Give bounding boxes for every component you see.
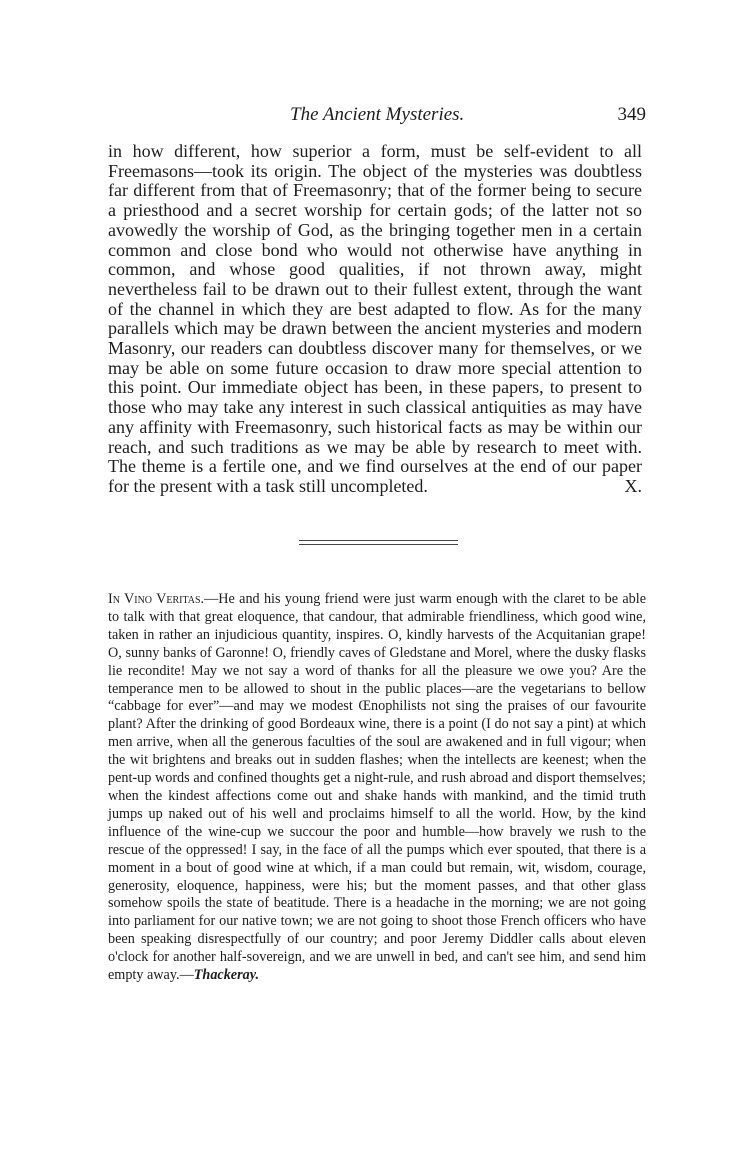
main-paragraph <box>108 142 642 497</box>
running-title: The Ancient Mysteries. <box>290 104 465 125</box>
extract-paragraph <box>108 591 646 985</box>
page-header <box>108 100 646 130</box>
author-signature: X. <box>624 475 642 496</box>
extract-body: —He and his young friend were just warm enough with the claret to be able to talk with that great eloquence, that candour, that admirable friendliness, which good wine, taken in rather an injudicious quantity, inspires. O, kindly harvests of the Acquitanian grape! O, sunny banks of Garonne! O, friendly caves of Gledstane and Morel, where the dusky flasks lie recondite! May we not say a word of thanks for all the pleasure we owe you? Are the temperance men to be allowed to shout in the public places—are the vegetarians to bellow “cabbage for ever”—and may we modest Œnophilists not sing the praises of our favourite plant? After the drinking of good Bordeaux wine, there is a point (I do not say a pint) at which men arrive, when all the generous faculties of the soul are awakened and in full vigour; when the wit brightens and breaks out in sudden flashes; when the intellects are keenest; when the pent-up words and confined thoughts get a night-rule, and rush abroad and disport themselves; when the kindest affections come out and shake hands with mankind, and the timid truth jumps up naked out of his well and proclaims himself to all the world. How, by the kind influence of the wine-cup we succour the poor and humble—how bravely we rush to the rescue of the oppressed! I say, in the face of all the pumps which ever spouted, that there is a moment in a bout of good wine at which, if a man could but remain, wit, wisdom, courage, generosity, eloquence, happiness, were his; but the moment passes, and that other glass somehow spoils the state of beatitude. There is a headache in the morning; we are not going into parliament for our native town; we are not going to shoot those French officers who have been speaking disrespectfully of our country; and poor Jeremy Diddler calls about eleven o'clock for another half-sovereign, and we are unwell in bed, and can't see him, and send him empty away.— <box>108 591 646 984</box>
extract-author: Thackeray. <box>193 967 260 984</box>
extract-lead: In Vino Veritas. <box>108 591 205 607</box>
section-divider <box>299 540 458 545</box>
main-paragraph-text: in how different, how superior a form, must be self-evident to all Freemasons—took its origin. The object of the mysteries was doubtless far different from that of Freemasonry; that of the former being to secure a priesthood and a secret worship for certain gods; of the latter not so avowedly the worship of God, as the bringing together men in a certain common and close bond who would not otherwise have anything in common, and whose good qualities, if not thrown away, might nevertheless fail to be drawn out to their fullest extent, through the want of the channel in which they are best adapted to flow. As for the many parallels which may be drawn between the ancient mysteries and modern Masonry, our readers can doubtless discover many for themselves, or we may be able on some future occasion to draw more special attention to this point. Our immediate object has been, in these papers, to present to those who may take any interest in such classical antiquities as may have any affinity with Freemasonry, such historical facts as may be within our reach, and such traditions as we may be able by research to meet with. The theme is a fertile one, and we find ourselves at the end of our paper for the present with a task still uncompleted. <box>108 141 642 496</box>
page-number: 349 <box>617 104 646 125</box>
